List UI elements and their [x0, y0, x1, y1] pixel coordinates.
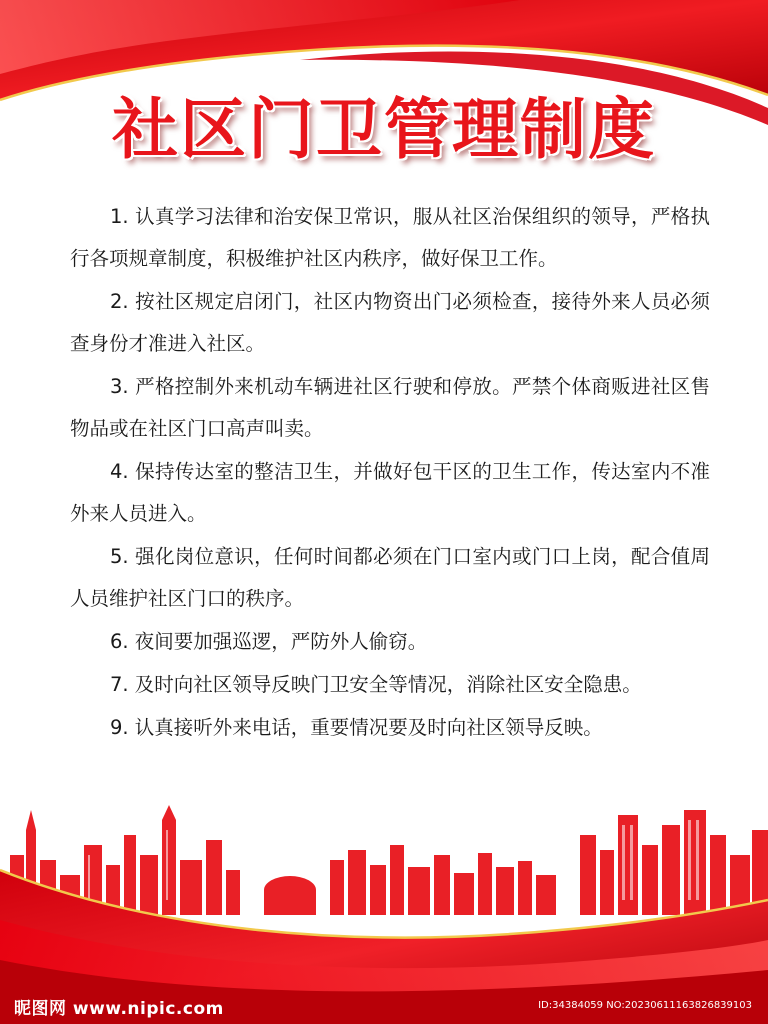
rule-item: 3. 严格控制外来机动车辆进社区行驶和停放。严禁个体商贩进社区售物品或在社区门口高声叫卖。 — [70, 375, 710, 440]
watermark-id: ID:34384059 NO:20230611163826839103 — [538, 1000, 752, 1011]
rule-item: 6. 夜间要加强巡逻，严防外人偷窃。 — [110, 630, 428, 653]
rule-item: 4. 保持传达室的整洁卫生，并做好包干区的卫生工作，传达室内不准外来人员进入。 — [70, 460, 710, 525]
rules-list — [70, 196, 710, 750]
rule-item: 7. 及时向社区领导反映门卫安全等情况，消除社区安全隐患。 — [110, 673, 642, 696]
rule-item: 2. 按社区规定启闭门，社区内物资出门必须检查，接待外来人员必须查身份才准进入社区。 — [70, 290, 710, 355]
rule-item: 1. 认真学习法律和治安保卫常识，服从社区治保组织的领导，严格执行各项规章制度，积极维护社区内秩序，做好保卫工作。 — [70, 205, 710, 270]
watermark-brand: 昵图网 www.nipic.com — [14, 999, 224, 1019]
rule-item: 9. 认真接听外来电话，重要情况要及时向社区领导反映。 — [110, 716, 603, 739]
page-title: 社区门卫管理制度 — [112, 91, 656, 168]
rule-item: 5. 强化岗位意识，任何时间都必须在门口室内或门口上岗，配合值周人员维护社区门口的秩序。 — [70, 545, 710, 610]
